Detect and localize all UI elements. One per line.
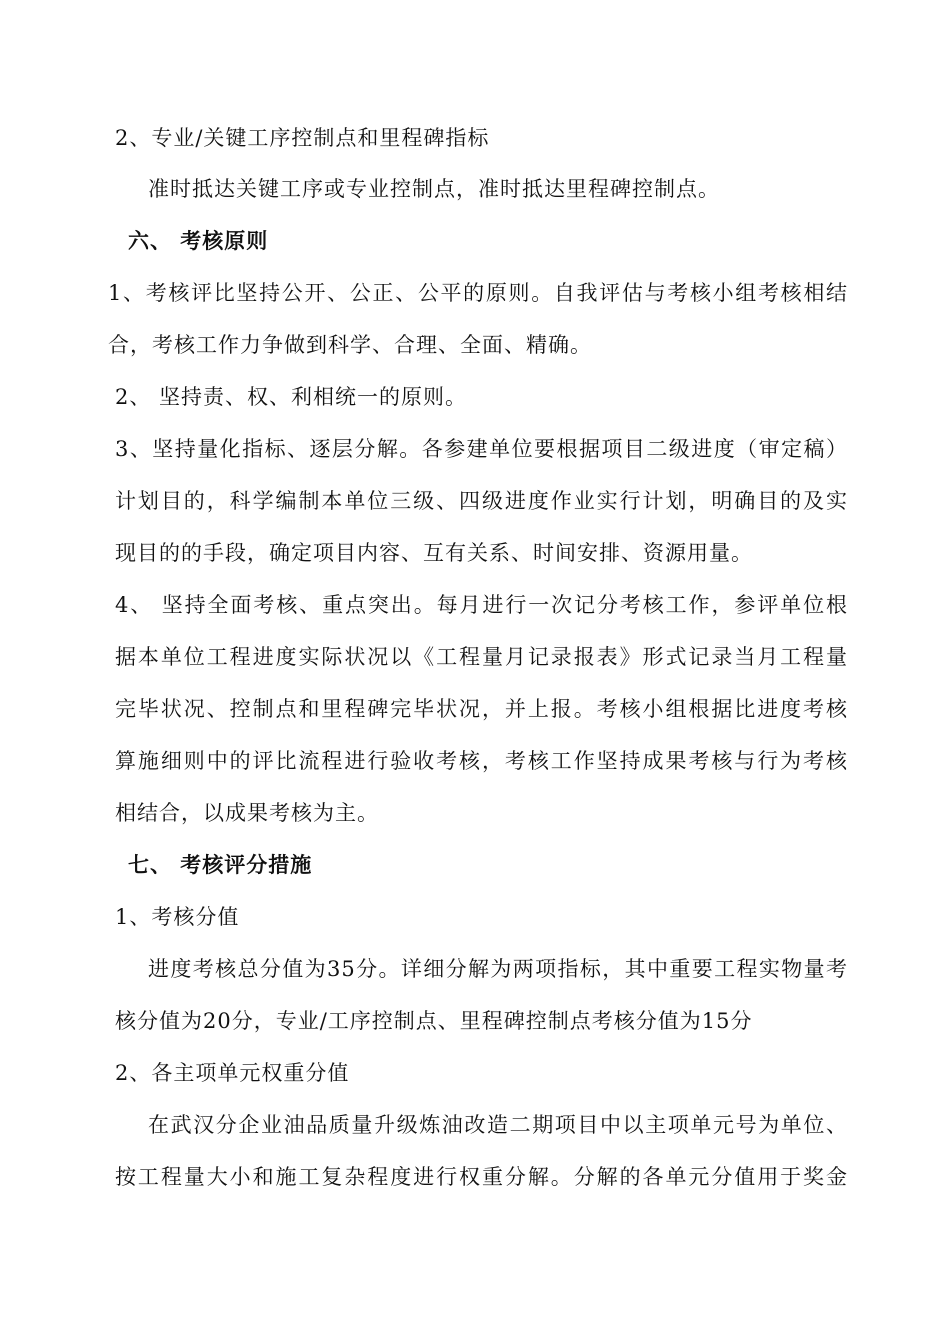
paragraph-line: 算施细则中的评比流程进行验收考核，考核工作坚持成果考核与行为考核 [115, 749, 848, 773]
paragraph-line: 计划目的，科学编制本单位三级、四级进度作业实行计划，明确目的及实 [115, 489, 848, 513]
list-item: 2、 坚持责、权、利相统一的原则。 [115, 385, 468, 409]
paragraph-line: 在武汉分企业油品质量升级炼油改造二期项目中以主项单元号为单位、 [148, 1113, 848, 1137]
section-heading-assessment-principles: 六、 考核原则 [128, 229, 269, 253]
paragraph-line: 完毕状况、控制点和里程碑完毕状况，并上报。考核小组根据比进度考核 [115, 697, 848, 721]
paragraph-line: 据本单位工程进度实际状况以《工程量月记录报表》形式记录当月工程量 [115, 645, 848, 669]
paragraph-line: 相结合，以成果考核为主。 [115, 801, 379, 825]
subheading-unit-weights: 2、各主项单元权重分值 [115, 1061, 350, 1085]
section-heading-scoring-measures: 七、 考核评分措施 [128, 853, 313, 877]
paragraph-line: 核分值为20分，专业/工序控制点、里程碑控制点考核分值为15分 [115, 1009, 753, 1033]
paragraph-line: 准时抵达关键工序或专业控制点，准时抵达里程碑控制点。 [148, 177, 720, 201]
paragraph-line: 合，考核工作力争做到科学、合理、全面、精确。 [108, 333, 592, 357]
list-item: 3、坚持量化指标、逐层分解。各参建单位要根据项目二级进度（审定稿） [115, 437, 848, 461]
paragraph-line: 1、考核评比坚持公开、公正、公平的原则。自我评估与考核小组考核相结 [108, 281, 848, 305]
subheading-milestone-indicators: 2、专业/关键工序控制点和里程碑指标 [115, 126, 490, 150]
paragraph-line: 按工程量大小和施工复杂程度进行权重分解。分解的各单元分值用于奖金 [115, 1165, 848, 1189]
subheading-score-value: 1、考核分值 [115, 905, 240, 929]
list-item: 4、 坚持全面考核、重点突出。每月进行一次记分考核工作，参评单位根 [115, 593, 848, 617]
paragraph-line: 现目的的手段，确定项目内容、互有关系、时间安排、资源用量。 [115, 541, 753, 565]
paragraph-line: 进度考核总分值为35分。详细分解为两项指标，其中重要工程实物量考 [148, 957, 848, 981]
